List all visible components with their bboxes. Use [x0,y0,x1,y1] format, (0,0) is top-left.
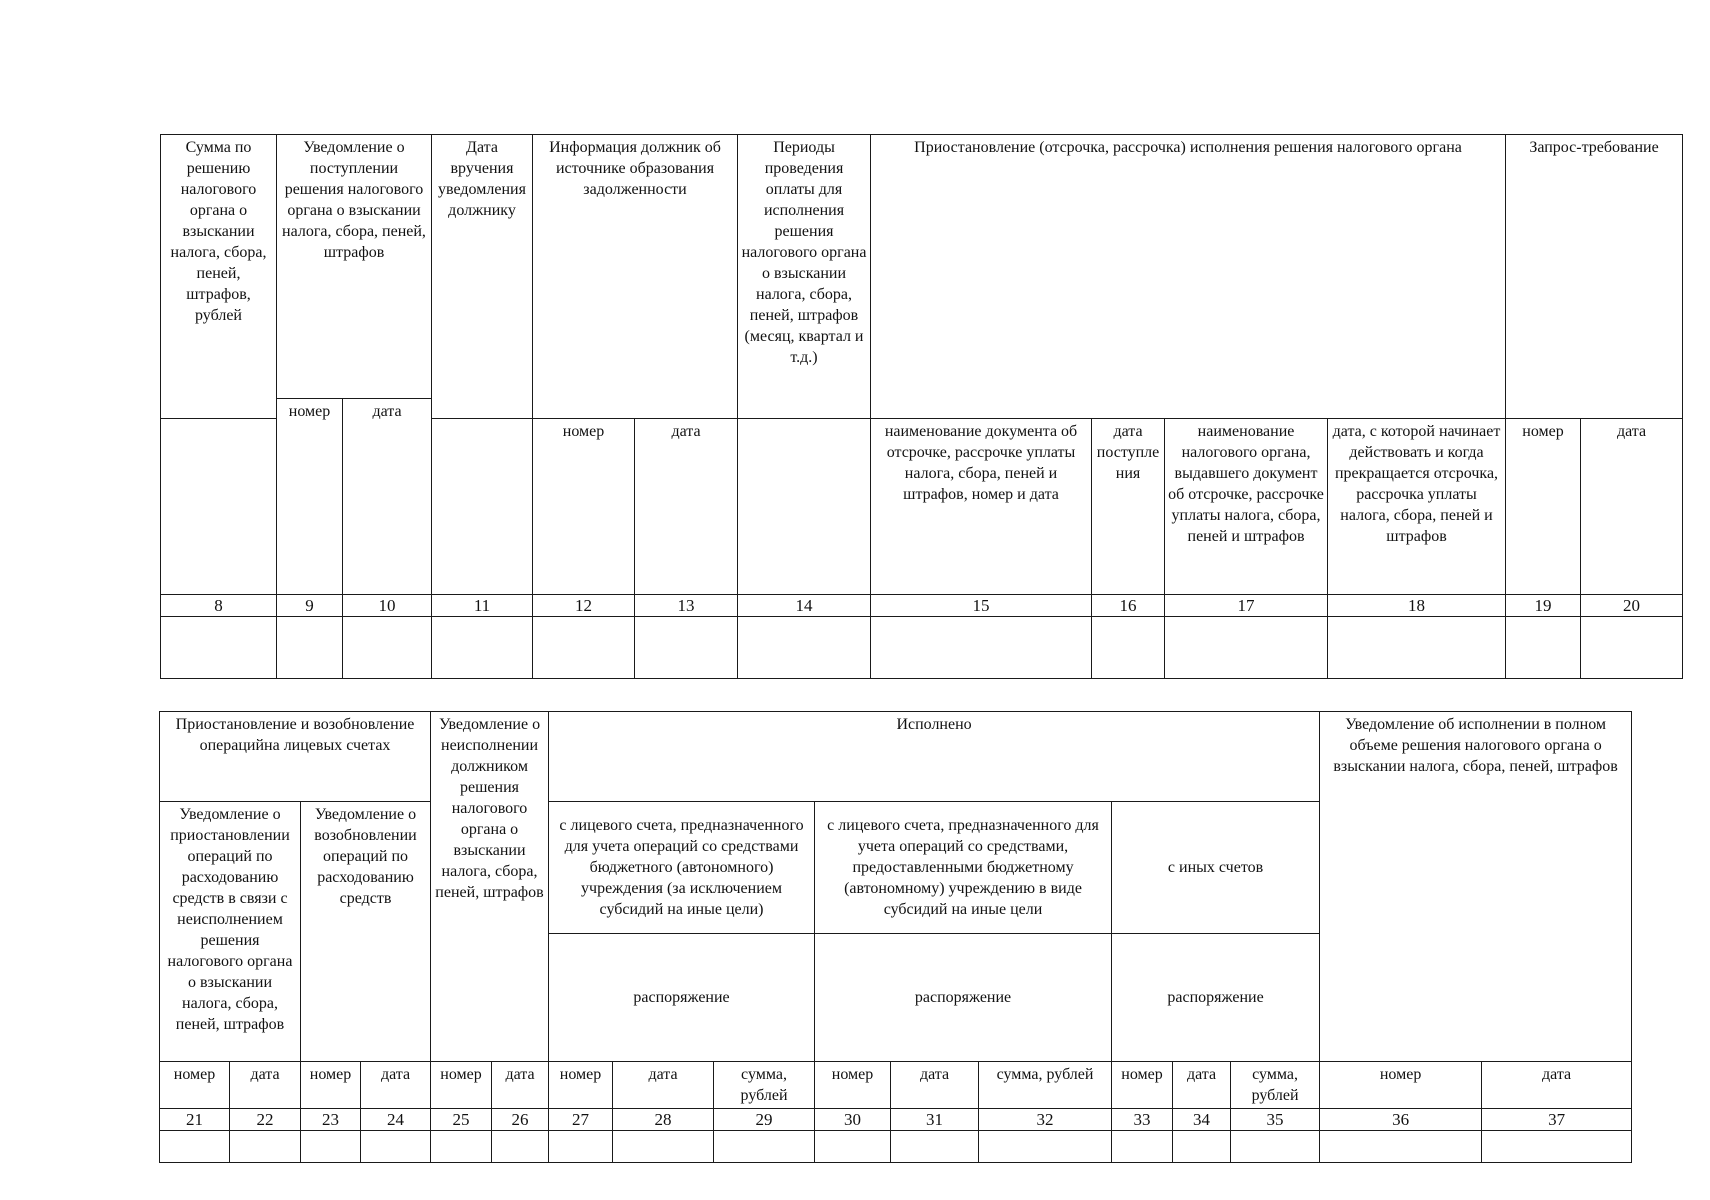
header-col-9: номер [277,399,343,595]
data-cell[interactable] [301,1131,361,1163]
data-cell[interactable] [343,617,432,679]
header-col-12: номер [533,419,635,595]
header-other-accounts: с иных счетов [1112,802,1320,934]
header-col-27: номер [549,1062,613,1109]
header-col-35: сумма, рублей [1231,1062,1320,1109]
data-cell[interactable] [1092,617,1165,679]
column-number: 32 [979,1109,1112,1131]
data-cell[interactable] [1320,1131,1482,1163]
column-number: 25 [431,1109,492,1131]
data-cell[interactable] [1112,1131,1173,1163]
data-cell[interactable] [277,617,343,679]
column-number: 34 [1173,1109,1231,1131]
header-col-25: номер [431,1062,492,1109]
header-col-37: дата [1482,1062,1632,1109]
column-number: 9 [277,595,343,617]
header-col-28: дата [613,1062,714,1109]
header-col-26: дата [492,1062,549,1109]
header-col-21: номер [160,1062,230,1109]
column-number: 8 [161,595,277,617]
header-non-execution-notice: Уведомление о неисполнении должником решения налогового органа о взыскании налога, сбора, пеней, штрафов [431,712,549,1062]
header-delivery-date: Дата вручения уведомления должнику [432,135,533,419]
column-number: 31 [891,1109,979,1131]
data-cell[interactable] [815,1131,891,1163]
column-number: 24 [361,1109,431,1131]
column-number: 21 [160,1109,230,1131]
column-number: 35 [1231,1109,1320,1131]
header-accounts-suspension: Приостановление и возобновление операцийна лицевых счетах [160,712,431,802]
header-col-36: номер [1320,1062,1482,1109]
header-col-22: дата [230,1062,301,1109]
header-amount: Сумма по решению налогового органа о взыскании налога, сбора, пеней, штрафов, рублей [161,135,277,419]
data-cell[interactable] [635,617,738,679]
column-number: 36 [1320,1109,1482,1131]
column-number: 14 [738,595,871,617]
data-cell[interactable] [1581,617,1683,679]
column-number: 22 [230,1109,301,1131]
data-cell[interactable] [714,1131,815,1163]
data-cell[interactable] [1165,617,1328,679]
header-resumption-notice: Уведомление о возобновлении операций по расходованию средств [301,802,431,1062]
column-number: 16 [1092,595,1165,617]
header-col-11-cont [432,419,533,595]
header-col-34: дата [1173,1062,1231,1109]
header-subsidy-account: с лицевого счета, предназначенного для учета операций со средствами, предоставленными бюджетному (автономному) учреждению в виде субсидий на иные цели [815,802,1112,934]
data-cell[interactable] [160,1131,230,1163]
header-order-1: распоряжение [549,934,815,1062]
header-col-18: дата, с которой начинает действовать и когда прекращается отсрочка, рассрочка уплаты налога, сбора, пеней и штрафов [1328,419,1506,595]
header-request: Запрос-требование [1506,135,1683,419]
header-col-14-cont [738,419,871,595]
column-number: 23 [301,1109,361,1131]
header-col-24: дата [361,1062,431,1109]
data-cell[interactable] [871,617,1092,679]
column-number: 19 [1506,595,1581,617]
header-budget-account: с лицевого счета, предназначенного для учета операций со средствами бюджетного (автономного) учреждения (за исключением субсидий на иные цели) [549,802,815,934]
data-cell[interactable] [613,1131,714,1163]
header-suspension: Приостановление (отсрочка, рассрочка) исполнения решения налогового органа [871,135,1506,419]
header-payment-periods: Периоды проведения оплаты для исполнения решения налогового органа о взыскании налога, сбора, пеней, штрафов (месяц, квартал и т.д.) [738,135,871,419]
column-number: 28 [613,1109,714,1131]
column-number: 37 [1482,1109,1632,1131]
header-col-30: номер [815,1062,891,1109]
register-table-top [160,134,1683,679]
data-cell[interactable] [979,1131,1112,1163]
header-executed: Исполнено [549,712,1320,802]
column-number: 13 [635,595,738,617]
header-col-33: номер [1112,1062,1173,1109]
column-number: 20 [1581,595,1683,617]
header-col-20: дата [1581,419,1683,595]
header-col-16: дата поступления [1092,419,1165,595]
column-number: 29 [714,1109,815,1131]
column-number: 11 [432,595,533,617]
column-number: 27 [549,1109,613,1131]
column-number: 18 [1328,595,1506,617]
column-number: 17 [1165,595,1328,617]
header-suspension-notice: Уведомление о приостановлении операций по расходованию средств в связи с неисполнением решения налогового органа о взыскании налога, сбора, пеней, штрафов [160,802,301,1062]
data-cell[interactable] [738,617,871,679]
header-col-29: сумма, рублей [714,1062,815,1109]
data-cell[interactable] [230,1131,301,1163]
data-cell[interactable] [549,1131,613,1163]
data-cell[interactable] [361,1131,431,1163]
header-col-32: сумма, рублей [979,1062,1112,1109]
column-number: 26 [492,1109,549,1131]
column-number: 15 [871,595,1092,617]
header-debt-source: Информация должник об источнике образования задолженности [533,135,738,419]
header-col-13: дата [635,419,738,595]
data-cell[interactable] [1173,1131,1231,1163]
header-col-8-cont [161,419,277,595]
data-cell[interactable] [431,1131,492,1163]
column-number: 12 [533,595,635,617]
column-number: 10 [343,595,432,617]
data-cell[interactable] [432,617,533,679]
data-cell[interactable] [533,617,635,679]
header-col-10: дата [343,399,432,595]
data-cell[interactable] [891,1131,979,1163]
column-number: 30 [815,1109,891,1131]
column-number: 33 [1112,1109,1173,1131]
header-col-15: наименование документа об отсрочке, рассрочке уплаты налога, сбора, пеней и штрафов, номер и дата [871,419,1092,595]
data-cell[interactable] [1328,617,1506,679]
header-execution-notice: Уведомление об исполнении в полном объеме решения налогового органа о взыскании налога, сбора, пеней, штрафов [1320,712,1632,1062]
header-col-23: номер [301,1062,361,1109]
header-col-17: наименование налогового органа, выдавшего документ об отсрочке, рассрочке уплаты налога, сбора, пеней и штрафов [1165,419,1328,595]
data-cell[interactable] [1506,617,1581,679]
register-table-bottom [159,711,1632,1163]
header-order-2: распоряжение [815,934,1112,1062]
header-col-31: дата [891,1062,979,1109]
data-cell[interactable] [161,617,277,679]
header-notice-received: Уведомление о поступлении решения налогового органа о взыскании налога, сбора, пеней, штрафов [277,135,432,399]
data-cell[interactable] [492,1131,549,1163]
header-col-19: номер [1506,419,1581,595]
header-order-3: распоряжение [1112,934,1320,1062]
data-cell[interactable] [1231,1131,1320,1163]
data-cell[interactable] [1482,1131,1632,1163]
